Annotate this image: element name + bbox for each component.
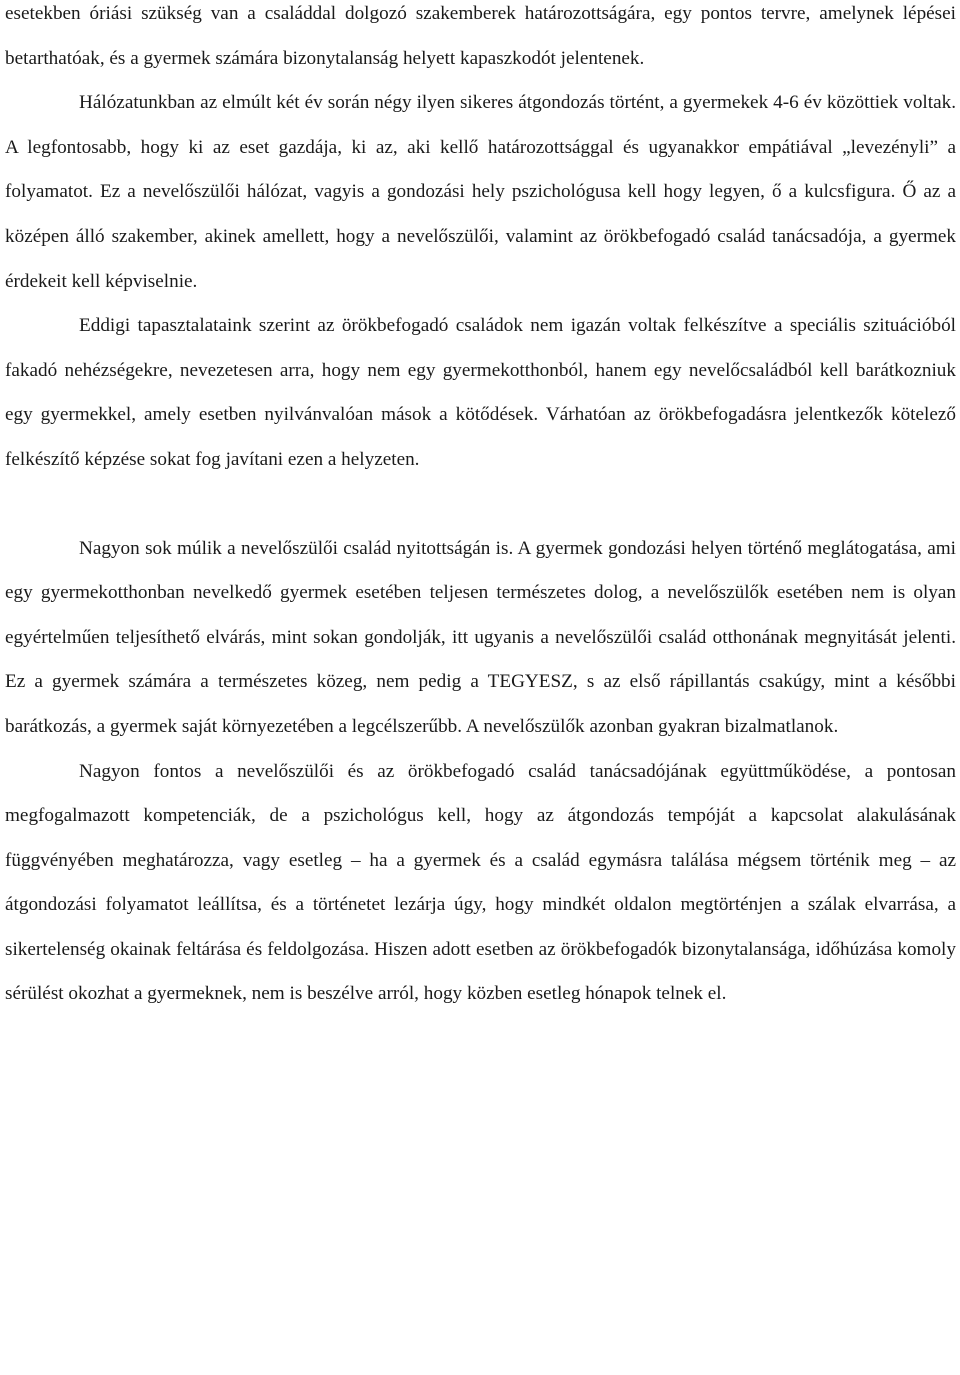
paragraph-4: Nagyon sok múlik a nevelőszülői család nyitottságán is. A gyermek gondozási helyen történő meglátogatása, ami egy gyermekotthonban nevelkedő gyermek esetében teljesen természetes dolog, a nevelőszülők esetében nem is olyan egyértelműen teljesíthető elvárás, mint sokan gondolják, itt ugyanis a nevelőszülői család otthonának megnyitását jelenti. Ez a gyermek számára a természetes közeg, nem pedig a TEGYESZ, s az első rápillantás csakúgy, mint a későbbi barátkozás, a gyermek saját környezetében a legcélszerűbb. A nevelőszülők azonban gyakran bizalmatlanok. (5, 537, 956, 737)
paragraph-1: esetekben óriási szükség van a családdal dolgozó szakemberek határozottságára, egy pontos tervre, amelynek lépései betarthatóak, és a gyermek számára bizonytalanság helyett kapaszkodót jelentenek. (5, 3, 956, 69)
paragraph-5: Nagyon fontos a nevelőszülői és az örökbefogadó család tanácsadójának együttműködése, a pontosan megfogalmazott kompetenciák, de a pszichológus kell, hogy az átgondozás tempóját a kapcsolat alakulásának függvényében meghatározza, vagy esetleg – ha a gyermek és a család egymásra találása mégsem történik meg – az átgondozási folyamatot leállítsa, és a történetet lezárja úgy, hogy mindkét oldalon megtörténjen a szálak elvarrása, a sikertelenség okainak feltárása és feldolgozása. Hiszen adott esetben az örökbefogadók bizonytalansága, időhúzása komoly sérülést okozhat a gyermeknek, nem is beszélve arról, hogy közben esetleg hónapok telnek el. (5, 760, 956, 1005)
paragraph-2: Hálózatunkban az elmúlt két év során négy ilyen sikeres átgondozás történt, a gyermekek 4-6 év közöttiek voltak. A legfontosabb, hogy ki az eset gazdája, ki az, aki kellő határozottsággal és ugyanakkor empátiával „levezényli” a folyamatot. Ez a nevelőszülői hálózat, vagyis a gondozási hely pszichológusa kell hogy legyen, ő a kulcsfigura. Ő az a középen álló szakember, akinek amellett, hogy a nevelőszülői, valamint az örökbefogadó család tanácsadója, a gyermek érdekeit kell képviselnie. (5, 92, 956, 292)
paragraph-3: Eddigi tapasztalataink szerint az örökbefogadó családok nem igazán voltak felkészítve a speciális szituációból fakadó nehézségekre, nevezetesen arra, hogy nem egy gyermekotthonból, hanem egy nevelőcsaládból kell barátkozniuk egy gyermekkel, amely esetben nyilvánvalóan mások a kötődések. Várhatóan az örökbefogadásra jelentkezők kötelező felkészítő képzése sokat fog javítani ezen a helyzeten. (5, 315, 956, 470)
